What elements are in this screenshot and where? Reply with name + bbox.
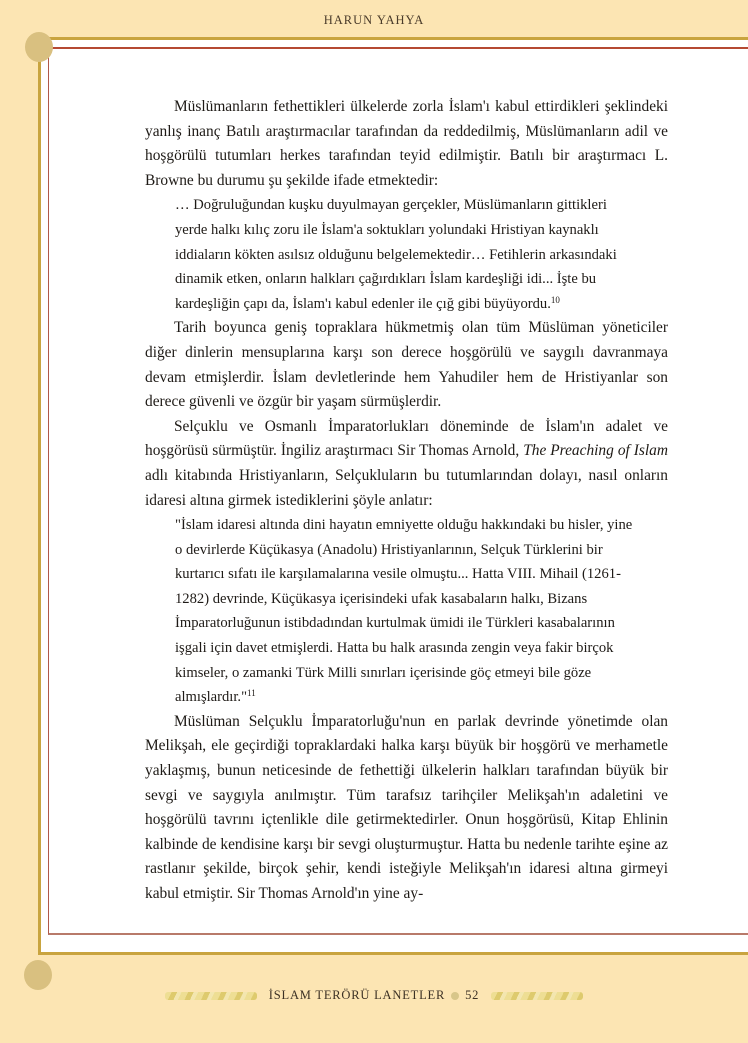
rope-ornament-right-icon bbox=[491, 992, 583, 1000]
paragraph-3-text-b: adlı kitabında Hristiyanların, Selçukluların bu tutumlarından dolayı, nasıl onların idaresi altına girmek istediklerini şöyle anlatır: bbox=[145, 466, 668, 509]
block-quote-browne bbox=[175, 193, 640, 316]
footnote-ref-10[interactable]: 10 bbox=[550, 294, 560, 305]
rope-ornament-left-icon bbox=[165, 992, 257, 1000]
corner-ornament-top-icon bbox=[25, 32, 53, 62]
quote-text: … Doğruluğundan kuşku duyulmayan gerçekler, Müslümanların gittikleri yerde halkı kılıç zoru ile İslam'a soktukları yolundaki Hristiyan kaynaklı iddiaların kökten asılsız olduğunu belgelemektedir… Fetihlerin arkasındaki dinamik etken, onların halkları çağırdıkları İslam kardeşliği idi... İşte bu kardeşliğin çapı da, İslam'ı kabul edenler ile çığ gibi büyüyordu. bbox=[175, 197, 617, 312]
running-footer bbox=[0, 988, 748, 1003]
block-quote-arnold bbox=[175, 513, 640, 710]
paragraph-4: Müslüman Selçuklu İmparatorluğu'nun en parlak devrinde yönetimde olan Melikşah, ele geçirdiği topraklardaki halka karşı büyük bir hoşgörü ve merhametle yaklaşmış, bunun neticesinde de fethettiği ülkelerin halkları tarafından büyük bir sevgi ve saygıyla anılmıştır. Tüm tarafsız tarihçiler Melikşah'ın adaletini ve hoşgörülü tavrını içtenlikle dile getirmektedirler. Onun hoşgörüsü, Kitap Ehlinin kalbinde de kendisine karşı bir sevgi oluşturmuştur. Hatta bu nedenle tarihte eşine az rastlanır şekilde, birçok şehir, kendi isteğiyle Melikşah'ın idaresi altına girmeyi kabul etmiştir. Sir Thomas Arnold'ın yine ay- bbox=[145, 712, 668, 902]
paragraph-2: Tarih boyunca geniş topraklara hükmetmiş olan tüm Müslüman yöneticiler diğer dinlerin mensuplarına karşı son derece hoşgörülü ve saygılı davranmaya devam etmişlerdir. İslam devletlerinde hem Yahudiler hem de Hristiyanlar son derece güvenli ve özgür bir yaşam sürmüşlerdir. bbox=[145, 319, 668, 411]
footnote-ref-11[interactable]: 11 bbox=[247, 688, 256, 699]
bullet-dot-icon bbox=[451, 992, 459, 1000]
corner-ornament-bottom-icon bbox=[24, 960, 52, 990]
page-body bbox=[145, 95, 668, 907]
paragraph-3-text-a: Selçuklu ve Osmanlı İmparatorlukları döneminde de İslam'ın adalet ve hoşgörüsü sürmüştür. İngiliz araştırmacı Sir Thomas Arnold, bbox=[145, 417, 668, 460]
quote-text: "İslam idaresi altında dini hayatın emniyette olduğu hakkındaki bu hisler, yine o devirlerde Küçükasya (Anadolu) Hristiyanlarının, Selçuk Türklerini bir kurtarıcı sıfatı ile karşılamalarına vesile olmuştu... Hatta VIII. Mihail (1261-1282) devrinde, Küçükasya içerisindeki ufak kasabaların halkı, Bizans İmparatorluğunun istibdadından kurtulmak ümidi ile Türkleri kasabalarının işgali için davet etmişlerdi. Hatta bu halk arasında zengin veya fakir birçok kimseler, o zamanki Türk Milli sınırları içerisinde göç etmeyi bile göze almışlardır." bbox=[175, 517, 633, 706]
paragraph-3 bbox=[145, 415, 668, 513]
page-number: 52 bbox=[465, 988, 480, 1002]
paragraph-1: Müslümanların fethettikleri ülkelerde zorla İslam'ı kabul ettirdikleri şeklindeki yanlış inanç Batılı araştırmacılar tarafından da reddedilmiş, Müslümanların adil ve hoşgörülü tutumları herkes tarafından teyid edilmiştir. Batılı bir araştırmacı L. Browne bu durumu şu şekilde ifade etmektedir: bbox=[145, 98, 668, 189]
running-header-title: HARUN YAHYA bbox=[323, 13, 425, 27]
book-title-italic: The Preaching of Islam bbox=[523, 442, 668, 460]
footer-book-title: İSLAM TERÖRÜ LANETLER bbox=[268, 988, 446, 1002]
